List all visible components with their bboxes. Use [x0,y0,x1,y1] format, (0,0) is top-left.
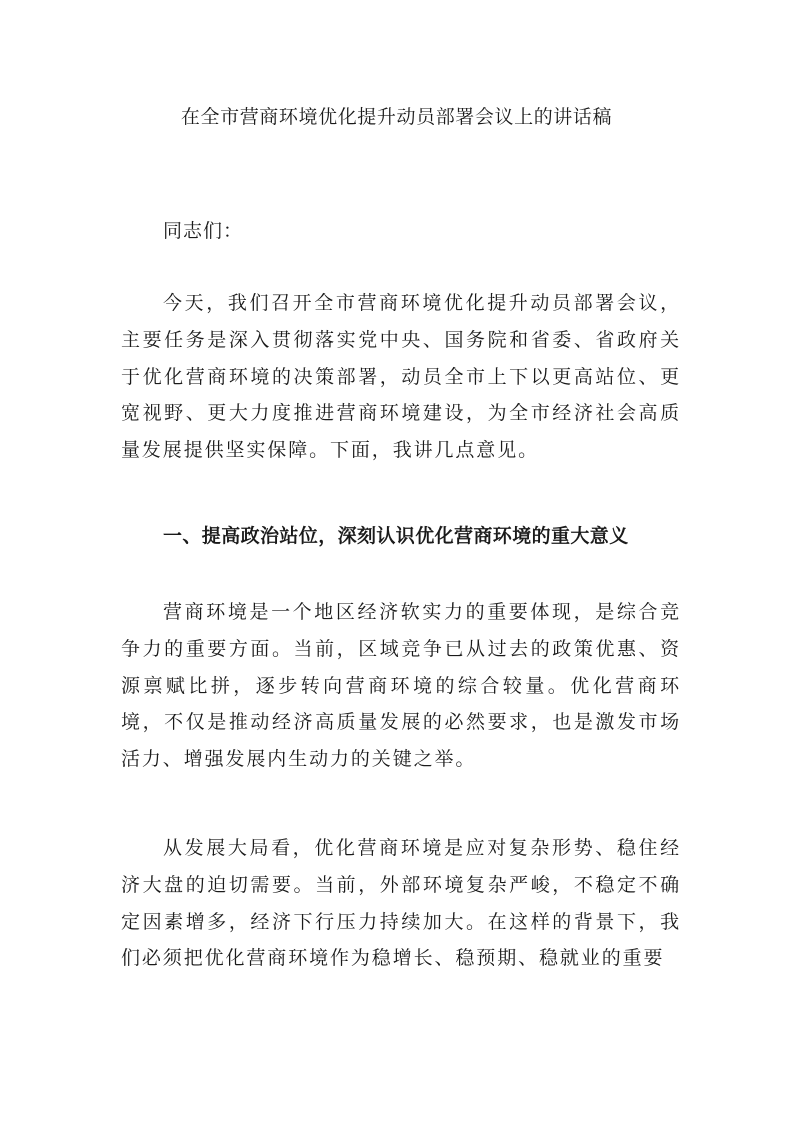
paragraph-significance: 营商环境是一个地区经济软实力的重要体现，是综合竞争力的重要方面。当前，区域竞争已从过去的政策优惠、资源禀赋比拼，逐步转向营商环境的综合较量。优化营商环境，不仅是推动经济高质量发展的必然要求，也是激发市场活力、增强发展内生动力的关键之举。 [121,601,681,771]
paragraph-overall-situation: 从发展大局看，优化营商环境是应对复杂形势、稳住经济大盘的迫切需要。当前，外部环境复杂严峻，不稳定不确定因素增多，经济下行压力持续加大。在这样的背景下，我们必须把优化营商环境作为稳增长、稳预期、稳就业的重要 [121,837,681,970]
section-heading: 一、提高政治站位，深刻认识优化营商环境的重大意义 [163,525,629,547]
salutation: 同志们： [163,220,244,242]
paragraph-intro: 今天，我们召开全市营商环境优化提升动员部署会议，主要任务是深入贯彻落实党中央、国务院和省委、省政府关于优化营商环境的决策部署，动员全市上下以更高站位、更宽视野、更大力度推进营商环境建设，为全市经济社会高质量发展提供坚实保障。下面，我讲几点意见。 [121,292,681,462]
document-title: 在全市营商环境优化提升动员部署会议上的讲话稿 [180,106,613,128]
